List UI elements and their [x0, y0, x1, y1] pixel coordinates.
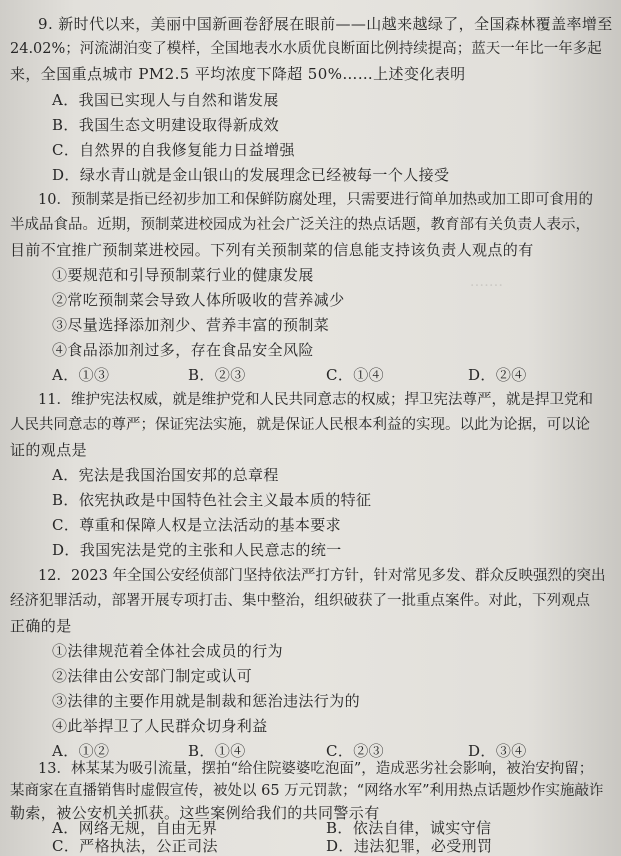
q13-option-b[interactable]: B．依法自律，诚实守信 [326, 819, 492, 837]
q11-option-a[interactable]: A．宪法是我国治国安邦的总章程 [52, 466, 279, 484]
q9-option-a[interactable]: A．我国已实现人与自然和谐发展 [52, 91, 279, 109]
q10-stem-line-2: 半成品食品。近期，预制菜进校园成为社会广泛关注的热点话题，教育部有关负责人表示， [10, 217, 590, 233]
q12-item-2: ②法律由公安部门制定或认可 [52, 667, 253, 685]
q10-item-3: ③尽量选择添加剂少、营养丰富的预制菜 [52, 316, 330, 334]
q11-option-d[interactable]: D．我国宪法是党的主张和人民意志的统一 [52, 541, 342, 559]
q10-option-d[interactable]: D．②④ [468, 366, 527, 384]
q9-option-b[interactable]: B．我国生态文明建设取得新成效 [52, 116, 280, 134]
q13-stem-line-2: 某商家在直播销售时虚假宣传，被处以 65 万元罚款；“网络水军”利用热点话题炒作实施敲诈 [10, 783, 604, 799]
q11-stem-line-3: 证的观点是 [10, 441, 88, 459]
q9-stem-line-1: 9. 新时代以来，美丽中国新画卷舒展在眼前——山越来越绿了，全国森林覆盖率增至 [38, 15, 613, 33]
q12-item-3: ③法律的主要作用就是制裁和惩治违法行为的 [52, 692, 361, 710]
q10-option-a[interactable]: A．①③ [52, 366, 110, 384]
q10-item-4: ④食品添加剂过多，存在食品安全风险 [52, 341, 314, 359]
q12-item-4: ④此举捍卫了人民群众切身利益 [52, 717, 268, 735]
q12-stem-line-2: 经济犯罪活动，部署开展专项打击、集中整治，组织破获了一批重点案件。对此，下列观点 [10, 593, 590, 609]
q10-option-c[interactable]: C．①④ [326, 366, 385, 384]
q13-option-a[interactable]: A．网络无规，自由无界 [52, 819, 218, 837]
q13-stem-line-3: 勒索，被公安机关抓获。这些案例给我们的共同警示有 [10, 804, 380, 822]
q13-option-c[interactable]: C．严格执法，公正司法 [52, 837, 218, 855]
q13-stem-line-1: 13．林某某为吸引流量，摆拍“给住院婆婆吃泡面”，造成恶劣社会影响，被治安拘留； [38, 761, 594, 777]
q12-option-b[interactable]: B．①④ [188, 742, 246, 760]
q10-option-b[interactable]: B．②③ [188, 366, 246, 384]
q9-option-c[interactable]: C．自然界的自我修复能力日益增强 [52, 141, 295, 159]
ghost-text: ······· [470, 278, 504, 294]
q11-stem-line-1: 11．维护宪法权威，就是维护党和人民共同意志的权威；捍卫宪法尊严，就是捍卫党和 [38, 392, 593, 408]
q9-option-d[interactable]: D．绿水青山就是金山银山的发展理念已经被每一个人接受 [52, 166, 450, 184]
q10-stem-line-3: 目前不宜推广预制菜进校园。下列有关预制菜的信息能支持该负责人观点的有 [10, 241, 534, 259]
q13-option-d[interactable]: D．违法犯罪，必受刑罚 [326, 837, 493, 855]
q12-item-1: ①法律规范着全体社会成员的行为 [52, 642, 284, 660]
q12-option-a[interactable]: A．①② [52, 742, 110, 760]
q11-stem-line-2: 人民共同意志的尊严；保证宪法实施，就是保证人民根本利益的实现。以此为论据，可以论 [10, 417, 590, 433]
q10-item-2: ②常吃预制菜会导致人体所吸收的营养减少 [52, 291, 345, 309]
q9-stem-line-2: 24.02%；河流湖泊变了模样，全国地表水水质优良断面比例持续提高；蓝天一年比一年多起 [10, 41, 602, 57]
q11-option-b[interactable]: B．依宪执政是中国特色社会主义最本质的特征 [52, 491, 372, 509]
q10-stem-line-1: 10．预制菜是指已经初步加工和保鲜防腐处理，只需要进行简单加热或加工即可食用的 [38, 192, 593, 208]
q11-option-c[interactable]: C．尊重和保障人权是立法活动的基本要求 [52, 516, 342, 534]
q12-option-c[interactable]: C．②③ [326, 742, 385, 760]
q10-item-1: ①要规范和引导预制菜行业的健康发展 [52, 266, 314, 284]
q12-stem-line-1: 12．2023 年全国公安经侦部门坚持依法严打方针，针对常见多发、群众反映强烈的突出 [38, 568, 606, 584]
q12-option-d[interactable]: D．③④ [468, 742, 527, 760]
q9-stem-line-3: 来，全国重点城市 PM2.5 平均浓度下降超 50%……上述变化表明 [10, 65, 466, 83]
q12-stem-line-3: 正确的是 [10, 617, 72, 635]
